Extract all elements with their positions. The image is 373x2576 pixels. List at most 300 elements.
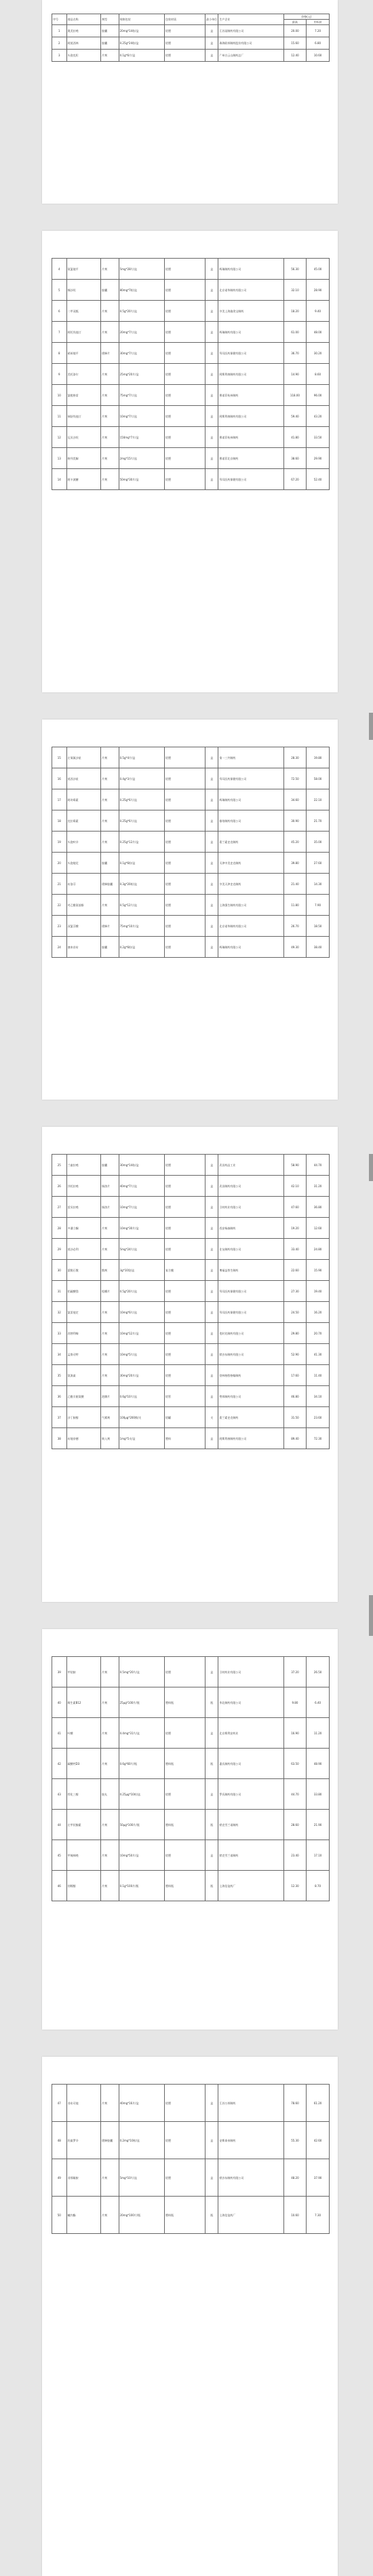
table-cell-no: 9 — [52, 364, 67, 385]
table-cell-p1: 49.30 — [283, 937, 307, 958]
table-header-cell: 中标价 — [307, 20, 330, 25]
table-row — [52, 1428, 330, 1449]
table-cell-maker: 拜耳医药保健有限公司 — [218, 1302, 283, 1323]
table-row — [52, 1749, 330, 1779]
table-cell-mat: 铝塑 — [164, 832, 205, 853]
table-cell-name: 氨氯地平 — [66, 259, 101, 280]
table-cell-p1: 20.00 — [283, 25, 307, 37]
drug-price-table — [52, 1154, 330, 1449]
table-cell-p2: 7.30 — [307, 2197, 330, 2234]
table-cell-mat: 铝塑 — [164, 448, 205, 469]
table-cell-mat: 铝塑 — [164, 1302, 205, 1323]
table-row — [52, 2159, 330, 2197]
table-cell-unit: 盒 — [205, 50, 218, 62]
table-cell-form: 片剂 — [101, 322, 119, 343]
table-cell-spec: 0.6g*60片/瓶 — [119, 1749, 164, 1779]
table-cell-p2: 43.20 — [307, 406, 330, 427]
table-header-cell: 序号 — [52, 14, 67, 25]
table-cell-unit: 盒 — [205, 25, 218, 37]
table-cell-form: 片剂 — [101, 2197, 119, 2234]
table-cell-p1: 16.90 — [283, 1718, 307, 1749]
table-cell-maker: 华北制药有限公司 — [218, 1687, 283, 1718]
table-cell-mat: 铝塑 — [164, 874, 205, 895]
table-header-cell: 规格包装 — [119, 14, 164, 25]
table-cell-no: 33 — [52, 1323, 67, 1344]
table-row — [52, 50, 330, 62]
table-cell-maker: 惠氏制药有限公司 — [218, 1749, 283, 1779]
table-cell-unit: 盒 — [205, 385, 218, 406]
table-cell-maker: 葛兰素史克制药 — [218, 832, 283, 853]
table-row — [52, 448, 330, 469]
table-cell-no: 31 — [52, 1281, 67, 1302]
table-cell-spec: 10mg*12片/盒 — [119, 1323, 164, 1344]
drug-price-table — [52, 747, 330, 958]
table-cell-form: 吸入剂 — [101, 1428, 119, 1449]
table-cell-name: 碳酸钙D3 — [66, 1749, 101, 1779]
table-cell-no: 44 — [52, 1810, 67, 1840]
table-cell-name: 甲巯咪唑 — [66, 1840, 101, 1871]
table-cell-p1: 24.50 — [283, 1302, 307, 1323]
table-cell-form: 片剂 — [101, 1840, 119, 1871]
table-cell-spec: 150mg*7片/盒 — [119, 427, 164, 448]
table-cell-spec: 100μg*200揿/支 — [119, 1407, 164, 1428]
table-cell-mat: 铝塑 — [164, 2159, 205, 2197]
table-cell-name: 塞来昔布 — [66, 937, 101, 958]
table-cell-spec: 80mg*7粒/盒 — [119, 280, 164, 301]
table-cell-form: 片剂 — [101, 1365, 119, 1386]
table-cell-no: 48 — [52, 2122, 67, 2159]
table-cell-unit: 盒 — [205, 1657, 218, 1687]
table-cell-spec: 5mg*24片/盒 — [119, 1239, 164, 1260]
table-cell-unit: 盒 — [205, 1323, 218, 1344]
table-cell-form: 胶囊 — [101, 853, 119, 874]
table-header-cell: 最高 — [283, 20, 307, 25]
table-cell-p1: 28.30 — [283, 747, 307, 768]
table-cell-p1: 89.40 — [283, 1428, 307, 1449]
table-cell-p2: 11.40 — [307, 1365, 330, 1386]
table-cell-unit: 盒 — [205, 810, 218, 832]
document-page — [42, 1629, 338, 2030]
table-row — [52, 1344, 330, 1365]
table-cell-mat: 铝罐 — [164, 1407, 205, 1428]
table-cell-name: 甲钴胺 — [66, 1657, 101, 1687]
table-cell-name: 双氯芬酸 — [66, 916, 101, 937]
table-row — [52, 1687, 330, 1718]
table-cell-mat: 铝塑 — [164, 50, 205, 62]
table-cell-mat: 铝塑 — [164, 768, 205, 789]
table-cell-p1: 23.40 — [283, 1840, 307, 1871]
table-cell-spec: 0.25μg*10粒/盒 — [119, 1779, 164, 1810]
scrollbar-thumb[interactable] — [369, 1595, 373, 1636]
table-row — [52, 1176, 330, 1197]
table-cell-unit: 盒 — [205, 2159, 218, 2197]
table-row — [52, 280, 330, 301]
table-cell-unit: 盒 — [205, 1365, 218, 1386]
table-cell-maker: 西安杨森制药 — [218, 1218, 283, 1239]
table-cell-mat: 铝塑 — [164, 1239, 205, 1260]
table-cell-maker: 博福益普生制药 — [218, 1260, 283, 1281]
table-cell-spec: 3g*10袋/盒 — [119, 1260, 164, 1281]
table-cell-p1: 47.60 — [283, 1197, 307, 1218]
table-cell-maker: 安斯泰来制药 — [218, 2122, 283, 2159]
table-cell-mat: 塑料瓶 — [164, 1810, 205, 1840]
table-cell-name: 克拉霉素 — [66, 810, 101, 832]
table-cell-p2: 7.90 — [307, 895, 330, 916]
table-cell-p1: 78.60 — [283, 2085, 307, 2122]
table-row — [52, 916, 330, 937]
table-cell-name: 缬沙坦 — [66, 280, 101, 301]
table-row — [52, 343, 330, 364]
table-cell-unit: 盒 — [205, 1218, 218, 1239]
table-cell-spec: 0.4mg*31片/盒 — [119, 1718, 164, 1749]
table-cell-spec: 0.6g*10片/盒 — [119, 1386, 164, 1407]
table-cell-p1: 28.60 — [283, 1810, 307, 1840]
table-cell-mat: 铝塑 — [164, 810, 205, 832]
table-cell-p1: 48.20 — [283, 2159, 307, 2197]
table-cell-spec: 75mg*7片/盒 — [119, 385, 164, 406]
drug-price-table — [52, 14, 330, 62]
table-cell-spec: 2mg*15片/盒 — [119, 448, 164, 469]
table-cell-unit: 盒 — [205, 853, 218, 874]
table-cell-unit: 盒 — [205, 301, 218, 322]
table-cell-no: 29 — [52, 1239, 67, 1260]
table-cell-maker: 默克雪兰诺制药 — [218, 1840, 283, 1871]
table-cell-p1: 58.90 — [283, 1155, 307, 1176]
table-cell-spec: 0.1g*6粒/盒 — [119, 853, 164, 874]
table-cell-form: 缓释胶囊 — [101, 2122, 119, 2159]
table-cell-name: 布地奈德 — [66, 1428, 101, 1449]
table-cell-maker: 卫材药业有限公司 — [218, 1197, 283, 1218]
table-cell-unit: 盒 — [205, 916, 218, 937]
table-cell-p1: 11.80 — [283, 895, 307, 916]
table-cell-spec: 0.2mg*10粒/盒 — [119, 2122, 164, 2159]
table-cell-maker: 阿斯利康制药有限公司 — [218, 364, 283, 385]
table-cell-spec: 30mg*20片/盒 — [119, 1365, 164, 1386]
table-cell-name: 孟鲁司特 — [66, 1344, 101, 1365]
table-cell-spec: 0.2g*6粒/盒 — [119, 937, 164, 958]
table-cell-form: 片剂 — [101, 768, 119, 789]
table-cell-p2: 42.60 — [307, 2122, 330, 2159]
table-cell-spec: 0.3g*20粒/盒 — [119, 874, 164, 895]
table-cell-p1: 36.70 — [283, 343, 307, 364]
table-cell-name: 左甲状腺素 — [66, 1810, 101, 1840]
table-cell-mat: 塑料瓶 — [164, 1871, 205, 1901]
table-cell-unit: 盒 — [205, 1840, 218, 1871]
table-cell-name: 头孢地尼 — [66, 853, 101, 874]
table-cell-p2: 17.10 — [307, 1840, 330, 1871]
table-cell-no: 40 — [52, 1687, 67, 1718]
table-cell-spec: 0.4g*3片/盒 — [119, 768, 164, 789]
table-cell-form: 缓释胶囊 — [101, 874, 119, 895]
table-cell-mat: 铝塑 — [164, 895, 205, 916]
table-cell-no: 25 — [52, 1155, 67, 1176]
table-cell-unit: 盒 — [205, 1176, 218, 1197]
table-cell-form: 气雾剂 — [101, 1407, 119, 1428]
table-cell-maker: 武田药品工业 — [218, 1155, 283, 1176]
table-cell-p2: 7.20 — [307, 25, 330, 37]
table-cell-form: 片剂 — [101, 1218, 119, 1239]
table-cell-p1: 59.40 — [283, 406, 307, 427]
table-cell-unit: 盒 — [205, 469, 218, 490]
table-row — [52, 810, 330, 832]
table-cell-maker: 勃林格殷格翰制药 — [218, 1365, 283, 1386]
table-cell-form: 片剂 — [101, 1302, 119, 1323]
table-cell-unit: 盒 — [205, 1386, 218, 1407]
table-cell-name: 西替利嗪 — [66, 1323, 101, 1344]
table-cell-p2: 22.10 — [307, 789, 330, 810]
table-cell-p2: 33.50 — [307, 427, 330, 448]
table-cell-mat: 铝塑 — [164, 853, 205, 874]
table-cell-form: 肠溶片 — [101, 1197, 119, 1218]
table-cell-form: 缓释片 — [101, 343, 119, 364]
table-cell-p2: 12.60 — [307, 1218, 330, 1239]
table-row — [52, 427, 330, 448]
table-cell-maker: 江苏万邦制药 — [218, 2085, 283, 2122]
table-cell-name: 多潘立酮 — [66, 1218, 101, 1239]
table-cell-maker: 北京诺华制药有限公司 — [218, 280, 283, 301]
table-cell-spec: 0.25g*6片/盒 — [119, 789, 164, 810]
table-cell-maker: 北京斯利安药业 — [218, 1718, 283, 1749]
table-cell-name: 骨化三醇 — [66, 1779, 101, 1810]
table-cell-no: 46 — [52, 1871, 67, 1901]
table-cell-unit: 盒 — [205, 937, 218, 958]
table-cell-name: 美托洛尔 — [66, 364, 101, 385]
table-row — [52, 1657, 330, 1687]
table-row — [52, 322, 330, 343]
table-row — [52, 1323, 330, 1344]
table-cell-spec: 0.5g*20片/盒 — [119, 301, 164, 322]
table-cell-form: 咀嚼片 — [101, 1281, 119, 1302]
table-cell-name: 阿莫西林 — [66, 37, 101, 50]
table-cell-form: 片剂 — [101, 469, 119, 490]
table-cell-form: 片剂 — [101, 895, 119, 916]
table-row — [52, 1239, 330, 1260]
table-cell-form: 片剂 — [101, 2159, 119, 2197]
table-cell-name: 兰索拉唑 — [66, 1155, 101, 1176]
table-cell-unit: 盒 — [205, 1155, 218, 1176]
table-cell-unit: 盒 — [205, 1281, 218, 1302]
table-cell-p1: 9.80 — [283, 1687, 307, 1718]
table-cell-p1: 12.40 — [283, 50, 307, 62]
table-cell-p2: 52.40 — [307, 469, 330, 490]
table-cell-p2: 27.60 — [307, 853, 330, 874]
table-cell-no: 24 — [52, 937, 67, 958]
document-page — [42, 231, 338, 692]
table-cell-mat: 铝塑 — [164, 1657, 205, 1687]
document-page — [42, 720, 338, 1100]
table-cell-no: 6 — [52, 301, 67, 322]
table-cell-unit: 盒 — [205, 427, 218, 448]
table-cell-mat: 塑料瓶 — [164, 1687, 205, 1718]
table-cell-form: 片剂 — [101, 301, 119, 322]
table-cell-name: 非那雄胺 — [66, 2159, 101, 2197]
table-cell-mat: 塑料 — [164, 1428, 205, 1449]
table-cell-name: 莫西沙星 — [66, 768, 101, 789]
table-cell-name: 坦索罗辛 — [66, 2122, 101, 2159]
table-cell-form: 片剂 — [101, 810, 119, 832]
table-cell-p1: 33.40 — [283, 1239, 307, 1260]
table-cell-no: 26 — [52, 1176, 67, 1197]
table-cell-p1: 29.80 — [283, 1323, 307, 1344]
table-cell-mat: 铝塑 — [164, 427, 205, 448]
table-cell-spec: 30mg*14粒/盒 — [119, 1155, 164, 1176]
table-cell-unit: 盒 — [205, 747, 218, 768]
table-cell-name: 铝碳酸镁 — [66, 1281, 101, 1302]
table-row — [52, 1197, 330, 1218]
table-cell-form: 片剂 — [101, 259, 119, 280]
table-cell-form: 泡腾片 — [101, 1386, 119, 1407]
table-row — [52, 874, 330, 895]
table-cell-p2: 21.70 — [307, 810, 330, 832]
table-cell-maker: 武田制药有限公司 — [218, 1176, 283, 1197]
table-cell-form: 胶囊 — [101, 280, 119, 301]
table-cell-spec: 0.5g*20片/盒 — [119, 1281, 164, 1302]
table-cell-name: 维生素B12 — [66, 1687, 101, 1718]
table-cell-p1: 12.30 — [283, 1871, 307, 1901]
table-cell-p1: 72.50 — [283, 768, 307, 789]
table-cell-form: 片剂 — [101, 1871, 119, 1901]
table-cell-maker: 默克雪兰诺制药 — [218, 1810, 283, 1840]
table-cell-p1: 52.90 — [283, 1344, 307, 1365]
table-header-cell: 商品名称 — [66, 14, 101, 25]
table-cell-mat: 铝塑 — [164, 1323, 205, 1344]
table-cell-unit: 盒 — [205, 874, 218, 895]
table-cell-mat: 铝塑 — [164, 343, 205, 364]
table-cell-p2: 58.00 — [307, 768, 330, 789]
table-cell-spec: 1mg*5支/盒 — [119, 1428, 164, 1449]
table-row — [52, 1365, 330, 1386]
table-cell-spec: 10mg*7片/盒 — [119, 406, 164, 427]
table-cell-p1: 44.70 — [283, 1779, 307, 1810]
table-cell-no: 37 — [52, 1407, 67, 1428]
table-row — [52, 25, 330, 37]
table-cell-name: 布洛芬 — [66, 874, 101, 895]
table-row — [52, 385, 330, 406]
table-cell-maker: 葛兰素史克制药 — [218, 1407, 283, 1428]
table-cell-mat: 铝塑 — [164, 406, 205, 427]
table-cell-no: 34 — [52, 1344, 67, 1365]
table-cell-p2: 38.40 — [307, 937, 330, 958]
table-cell-maker: 拜耳医药保健有限公司 — [218, 768, 283, 789]
table-cell-p2: 34.10 — [307, 1386, 330, 1407]
table-cell-maker: 上海信谊药厂 — [218, 2197, 283, 2234]
table-cell-maker: 辉瑞制药有限公司 — [218, 789, 283, 810]
table-cell-no: 16 — [52, 768, 67, 789]
table-row — [52, 768, 330, 789]
drug-price-table — [52, 1656, 330, 1901]
table-cell-form: 片剂 — [101, 1323, 119, 1344]
table-row — [52, 937, 330, 958]
table-cell-maker: 北京诺华制药有限公司 — [218, 916, 283, 937]
table-cell-p1: 30.90 — [283, 810, 307, 832]
scrollbar-thumb[interactable] — [369, 1154, 373, 1181]
table-cell-form: 胶囊 — [101, 25, 119, 37]
table-cell-mat: 铝塑 — [164, 916, 205, 937]
table-cell-p2: 24.80 — [307, 1239, 330, 1260]
table-cell-unit: 盒 — [205, 448, 218, 469]
table-cell-spec: 20mg*100片/瓶 — [119, 2197, 164, 2234]
table-cell-spec: 0.1g*6片/盒 — [119, 50, 164, 62]
table-cell-mat: 铝塑 — [164, 1344, 205, 1365]
table-row — [52, 2085, 330, 2122]
table-cell-spec: 5mg*28片/盒 — [119, 259, 164, 280]
table-cell-no: 14 — [52, 469, 67, 490]
table-cell-p1: 22.60 — [283, 1260, 307, 1281]
table-cell-no: 18 — [52, 810, 67, 832]
table-cell-p2: 6.40 — [307, 1687, 330, 1718]
table-cell-form: 片剂 — [101, 747, 119, 768]
table-cell-mat: 铝塑 — [164, 25, 205, 37]
table-cell-maker: 赛诺菲杭州制药 — [218, 427, 283, 448]
table-cell-no: 19 — [52, 832, 67, 853]
table-cell-no: 42 — [52, 1749, 67, 1779]
table-cell-mat: 铝塑 — [164, 259, 205, 280]
table-cell-spec: 0.5g*4片/盒 — [119, 747, 164, 768]
table-cell-mat: 铝塑 — [164, 937, 205, 958]
table-cell-no: 12 — [52, 427, 67, 448]
table-cell-name: 非布司他 — [66, 2085, 101, 2122]
table-row — [52, 1718, 330, 1749]
table-cell-p2: 16.20 — [307, 1302, 330, 1323]
table-cell-unit: 盒 — [205, 1260, 218, 1281]
table-cell-spec: 40mg*7片/盒 — [119, 1176, 164, 1197]
table-cell-p2: 33.80 — [307, 1779, 330, 1810]
table-cell-p2: 8.60 — [307, 364, 330, 385]
table-cell-unit: 盒 — [205, 2085, 218, 2122]
table-cell-unit: 瓶 — [205, 1810, 218, 1840]
table-cell-mat: 铝塑 — [164, 747, 205, 768]
table-cell-unit: 盒 — [205, 1197, 218, 1218]
table-cell-unit: 盒 — [205, 2122, 218, 2159]
document-page — [42, 1127, 338, 1602]
table-cell-name: 雷贝拉唑 — [66, 1197, 101, 1218]
table-row — [52, 853, 330, 874]
table-cell-maker: 中美上海施贵宝制药 — [218, 301, 283, 322]
table-cell-no: 45 — [52, 1840, 67, 1871]
table-cell-spec: 25μg*100片/瓶 — [119, 1687, 164, 1718]
table-cell-form: 片剂 — [101, 385, 119, 406]
table-cell-maker: 江苏某制药有限公司 — [218, 25, 283, 37]
table-cell-spec: 50μg*100片/瓶 — [119, 1810, 164, 1840]
table-cell-p2: 36.80 — [307, 1197, 330, 1218]
table-cell-p1: 45.20 — [283, 832, 307, 853]
table-header-price-group: 价格(元) — [283, 14, 329, 20]
table-cell-p2: 8.70 — [307, 1871, 330, 1901]
table-cell-p2: 35.00 — [307, 832, 330, 853]
table-header-cell: 最小单位 — [205, 14, 218, 25]
table-cell-p1: 118.00 — [283, 385, 307, 406]
table-cell-name: 瑞舒伐他汀 — [66, 406, 101, 427]
table-cell-spec: 10mg*7片/盒 — [119, 1197, 164, 1218]
table-cell-unit: 盒 — [205, 1302, 218, 1323]
table-cell-form: 胶囊 — [101, 937, 119, 958]
table-cell-p2: 44.70 — [307, 1155, 330, 1176]
table-cell-no: 7 — [52, 322, 67, 343]
table-cell-unit: 盒 — [205, 280, 218, 301]
table-row — [52, 789, 330, 810]
table-cell-no: 47 — [52, 2085, 67, 2122]
table-cell-p2: 30.20 — [307, 343, 330, 364]
table-cell-p2: 19.80 — [307, 747, 330, 768]
scrollbar-thumb[interactable] — [369, 713, 373, 740]
table-cell-no: 20 — [52, 853, 67, 874]
table-cell-mat: 铝塑 — [164, 385, 205, 406]
table-cell-form: 片剂 — [101, 1239, 119, 1260]
table-cell-maker: 拜耳医药保健有限公司 — [218, 343, 283, 364]
table-cell-maker: 默沙东制药有限公司 — [218, 2159, 283, 2197]
table-cell-form: 片剂 — [101, 50, 119, 62]
table-cell-mat: 塑料瓶 — [164, 2197, 205, 2234]
